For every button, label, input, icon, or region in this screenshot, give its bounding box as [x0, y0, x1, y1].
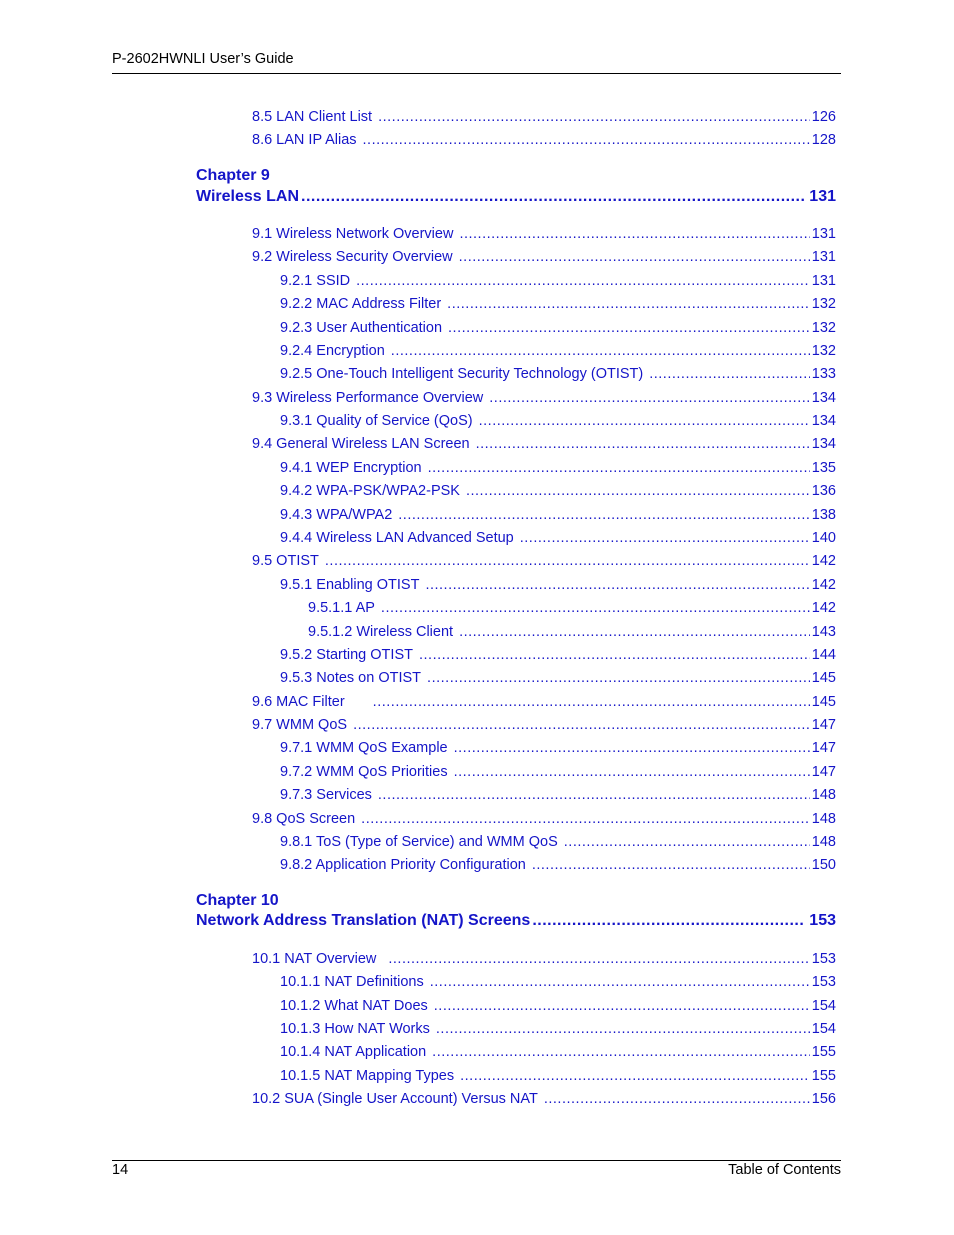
toc-entry-title: 9.8 QoS Screen [252, 811, 356, 827]
dot-leader [301, 187, 805, 207]
toc-entry-page: 138 [811, 507, 836, 523]
toc-entry[interactable] [252, 950, 836, 968]
dot-leader [544, 1090, 810, 1108]
chapter-title: Network Address Translation (NAT) Screens [196, 912, 531, 929]
dot-leader [564, 833, 810, 851]
toc-entry-page: 148 [811, 811, 836, 827]
toc-entry-title: 9.4.3 WPA/WPA2 [280, 507, 393, 523]
toc-entry[interactable] [252, 225, 836, 243]
toc-entry-page: 148 [811, 834, 836, 850]
toc-entry-page: 154 [811, 1021, 836, 1037]
toc-entry[interactable] [280, 342, 836, 360]
toc-entry-title: 9.8.2 Application Priority Configuration [280, 857, 526, 873]
chapter-label: Chapter 9 [196, 167, 270, 184]
toc-entry[interactable] [280, 646, 836, 664]
dot-leader [447, 295, 810, 313]
toc-entry-page: 134 [811, 390, 836, 406]
dot-leader [432, 1043, 810, 1061]
toc-entry-title: 9.7.1 WMM QoS Example [280, 740, 448, 756]
toc-entry-title: 10.1.3 How NAT Works [280, 1021, 430, 1037]
toc-entry-title: 9.7 WMM QoS [252, 717, 348, 733]
toc-entry[interactable] [280, 295, 836, 313]
dot-leader [454, 763, 810, 781]
toc-entry-title: 9.2.2 MAC Address Filter [280, 296, 442, 312]
toc-entry-title: 9.5.1.2 Wireless Client [308, 624, 454, 640]
chapter-label: Chapter 10 [196, 892, 279, 909]
toc-entry[interactable] [252, 108, 836, 126]
dot-leader [388, 950, 809, 968]
dot-leader [430, 973, 810, 991]
toc-entry-title: 9.5 OTIST [252, 553, 319, 569]
toc-entry-page: 154 [811, 998, 836, 1014]
dot-leader [448, 319, 810, 337]
toc-entry-page: 156 [811, 1091, 836, 1107]
toc-entry-page: 132 [811, 296, 836, 312]
dot-leader [428, 459, 810, 477]
toc-entry[interactable] [252, 1090, 836, 1108]
toc-entry-title: 9.6 MAC Filter [252, 694, 345, 710]
dot-leader [532, 911, 805, 931]
chapter-heading[interactable] [196, 911, 836, 931]
toc-entry-title: 9.2.5 One-Touch Intelligent Security Technology (OTIST) [280, 366, 644, 382]
toc-entry[interactable] [280, 739, 836, 757]
toc-entry-title: 8.6 LAN IP Alias [252, 132, 357, 148]
toc-entry-page: 134 [811, 436, 836, 452]
toc-entry-title: 9.5.1.1 AP [308, 600, 375, 616]
chapter-page: 153 [809, 912, 836, 929]
toc-entry[interactable] [280, 459, 836, 477]
toc-entry-title: 9.2 Wireless Security Overview [252, 249, 453, 265]
toc-entry-title: 9.8.1 ToS (Type of Service) and WMM QoS [280, 834, 558, 850]
toc-entry-page: 128 [811, 132, 836, 148]
toc-entry-title: 9.1 Wireless Network Overview [252, 226, 454, 242]
toc-entry-page: 140 [811, 530, 836, 546]
toc-entry[interactable] [280, 856, 836, 874]
dot-leader [363, 131, 810, 149]
page-footer [112, 1160, 841, 1178]
toc-entry-page: 153 [811, 951, 836, 967]
toc-entry[interactable] [280, 506, 836, 524]
toc-entry-page: 133 [811, 366, 836, 382]
dot-leader [649, 365, 810, 383]
toc-entry-title: 9.4 General Wireless LAN Screen [252, 436, 470, 452]
dot-leader [459, 225, 809, 243]
dot-leader [398, 506, 810, 524]
toc-entry[interactable] [280, 319, 836, 337]
toc-entry-page: 132 [811, 320, 836, 336]
footer-section-title: Table of Contents [728, 1162, 841, 1178]
guide-title: P-2602HWNLI User’s Guide [112, 51, 294, 67]
dot-leader [325, 552, 810, 570]
toc-entry-title: 9.3 Wireless Performance Overview [252, 390, 484, 406]
dot-leader [425, 576, 809, 594]
toc-entry-title: 10.2 SUA (Single User Account) Versus NAT [252, 1091, 538, 1107]
toc-entry-title: 9.5.3 Notes on OTIST [280, 670, 422, 686]
toc-entry[interactable] [252, 248, 836, 266]
toc-entry-title: 9.5.2 Starting OTIST [280, 647, 413, 663]
toc-entry-page: 135 [811, 460, 836, 476]
toc-entry[interactable] [252, 552, 836, 570]
dot-leader [454, 739, 810, 757]
toc-entry[interactable] [252, 389, 836, 407]
dot-leader [427, 669, 810, 687]
toc-entry-page: 145 [811, 670, 836, 686]
dot-leader [373, 693, 810, 711]
toc-entry[interactable] [308, 599, 836, 617]
toc-entry-title: 9.5.1 Enabling OTIST [280, 577, 420, 593]
toc-entry-page: 148 [811, 787, 836, 803]
dot-leader [434, 997, 810, 1015]
toc-entry[interactable] [252, 716, 836, 734]
dot-leader [460, 1067, 810, 1085]
toc-entry-page: 147 [811, 717, 836, 733]
dot-leader [459, 248, 810, 266]
toc-entry[interactable] [280, 412, 836, 430]
toc-entry[interactable] [280, 272, 836, 290]
toc-entry[interactable] [280, 365, 836, 383]
toc-entry[interactable] [280, 482, 836, 500]
toc-entry-page: 134 [811, 413, 836, 429]
dot-leader [361, 810, 810, 828]
toc-entry[interactable] [280, 973, 836, 991]
toc-entry-title: 10.1.1 NAT Definitions [280, 974, 424, 990]
toc-entry-page: 143 [811, 624, 836, 640]
dot-leader [378, 786, 810, 804]
toc-entry[interactable] [280, 669, 836, 687]
toc-entry-title: 9.4.4 Wireless LAN Advanced Setup [280, 530, 514, 546]
dot-leader [353, 716, 810, 734]
dot-leader [476, 435, 810, 453]
toc-entry-page: 136 [811, 483, 836, 499]
toc-entry[interactable] [280, 786, 836, 804]
toc-entry-page: 155 [811, 1068, 836, 1084]
toc-entry-page: 150 [811, 857, 836, 873]
toc-entry-title: 10.1 NAT Overview [252, 951, 377, 967]
dot-leader [436, 1020, 810, 1038]
dot-leader [391, 342, 810, 360]
toc-entry[interactable] [280, 833, 836, 851]
toc-entry-page: 131 [811, 249, 836, 265]
toc-entry-title: 9.7.2 WMM QoS Priorities [280, 764, 448, 780]
toc-entry-page: 144 [811, 647, 836, 663]
toc-entry-title: 8.5 LAN Client List [252, 109, 373, 125]
dot-leader [520, 529, 810, 547]
toc-entry[interactable] [280, 1043, 836, 1061]
toc-entry-title: 10.1.4 NAT Application [280, 1044, 427, 1060]
toc-entry-page: 147 [811, 764, 836, 780]
dot-leader [356, 272, 810, 290]
toc-entry-page: 131 [811, 226, 836, 242]
toc-entry-page: 131 [811, 273, 836, 289]
dot-leader [378, 108, 810, 126]
toc-entry-title: 9.4.1 WEP Encryption [280, 460, 422, 476]
toc-entry-page: 142 [811, 553, 836, 569]
toc-entry-title: 9.4.2 WPA-PSK/WPA2-PSK [280, 483, 460, 499]
toc-entry[interactable] [280, 997, 836, 1015]
toc-entry[interactable] [252, 131, 836, 149]
toc-entry[interactable] [280, 1020, 836, 1038]
chapter-page: 131 [809, 188, 836, 205]
toc-entry-title: 9.2.1 SSID [280, 273, 351, 289]
toc-entry[interactable] [280, 763, 836, 781]
toc-entry[interactable] [280, 529, 836, 547]
toc-entry-title: 10.1.5 NAT Mapping Types [280, 1068, 455, 1084]
toc-entry-page: 132 [811, 343, 836, 359]
toc-entry-page: 142 [811, 600, 836, 616]
toc-entry-title: 9.7.3 Services [280, 787, 372, 803]
toc-entry-page: 126 [811, 109, 836, 125]
toc-entry[interactable] [252, 435, 836, 453]
dot-leader [489, 389, 810, 407]
page-number: 14 [112, 1162, 129, 1178]
toc-entry-title: 9.2.3 User Authentication [280, 320, 443, 336]
toc-entry-page: 155 [811, 1044, 836, 1060]
chapter-title: Wireless LAN [196, 188, 299, 205]
toc-entry[interactable] [280, 576, 836, 594]
dot-leader [459, 623, 810, 641]
toc-entry[interactable] [280, 1067, 836, 1085]
toc-entry-page: 153 [811, 974, 836, 990]
toc-entry-title: 9.3.1 Quality of Service (QoS) [280, 413, 473, 429]
dot-leader [479, 412, 810, 430]
toc-entry-page: 142 [811, 577, 836, 593]
toc-entry[interactable] [308, 623, 836, 641]
dot-leader [381, 599, 810, 617]
chapter-heading[interactable] [196, 187, 836, 207]
toc-entry-page: 145 [811, 694, 836, 710]
toc-entry[interactable] [252, 693, 836, 711]
dot-leader [532, 856, 810, 874]
dot-leader [419, 646, 810, 664]
dot-leader [466, 482, 810, 500]
toc-entry-title: 10.1.2 What NAT Does [280, 998, 428, 1014]
toc-entry-page: 147 [811, 740, 836, 756]
toc-entry-title: 9.2.4 Encryption [280, 343, 385, 359]
toc-entry[interactable] [252, 810, 836, 828]
